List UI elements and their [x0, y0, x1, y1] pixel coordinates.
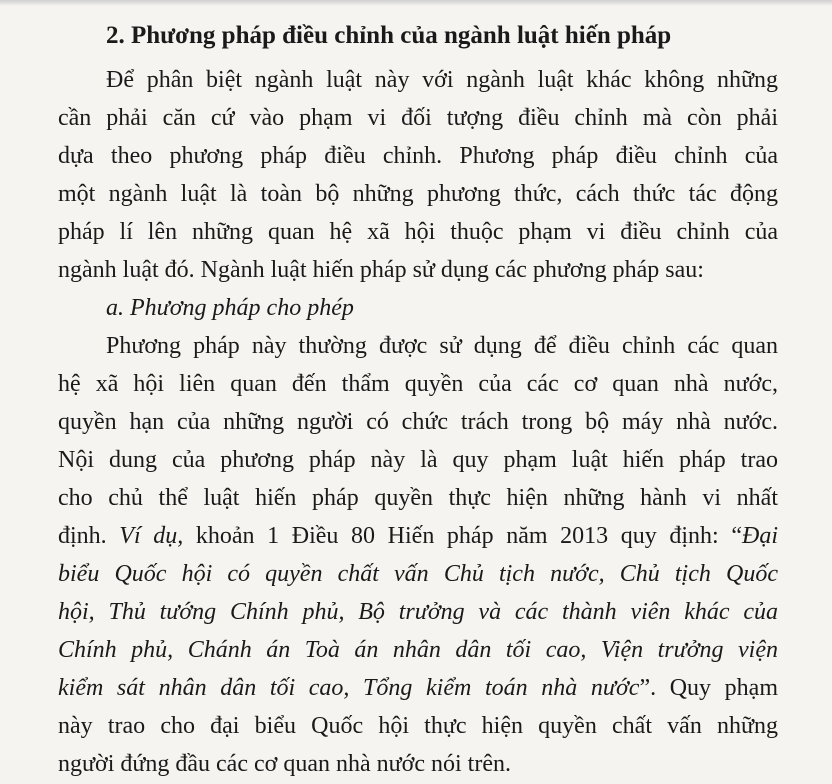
- paragraph-2-line-2: hệ xã hội liên quan đến thẩm quyền của các cơ quan nhà nước,: [58, 371, 778, 397]
- paragraph-2-line-6: [58, 516, 778, 556]
- line-10-text-b: ”. Quy phạm: [639, 675, 778, 701]
- paragraph-1-line-3: dựa theo phương pháp điều chỉnh. Phương pháp điều chỉnh của: [58, 143, 778, 169]
- scan-edge-shadow: [0, 0, 832, 6]
- paragraph-1-line-1: Để phân biệt ngành luật này với ngành luật khác không những: [106, 67, 778, 93]
- paragraph-1-line-4: một ngành luật là toàn bộ những phương thức, cách thức tác động: [58, 181, 778, 207]
- paragraph-2-line-12: người đứng đầu các cơ quan nhà nước nói trên.: [58, 751, 511, 777]
- quote-end: kiểm sát nhân dân tối cao, Tổng kiểm toán nhà nước: [58, 675, 640, 701]
- paragraph-2-line-11: này trao cho đại biểu Quốc hội thực hiện quyền chất vấn những: [58, 713, 778, 739]
- paragraph-1-line-2: cần phải căn cứ vào phạm vi đối tượng điều chỉnh mà còn phải: [58, 105, 778, 131]
- paragraph-2-line-7: biểu Quốc hội có quyền chất vấn Chủ tịch nước, Chủ tịch Quốc: [58, 561, 778, 587]
- paragraph-2-line-5: cho chủ thể luật hiến pháp quyền thực hiện những hành vi nhất: [58, 485, 778, 511]
- quote-start: Đại: [742, 523, 779, 549]
- line-6-text-a: định.: [58, 523, 120, 549]
- example-label: Ví dụ,: [119, 523, 184, 549]
- paragraph-2-line-10: [58, 668, 778, 708]
- paragraph-2-line-3: quyền hạn của những người có chức trách trong bộ máy nhà nước.: [58, 409, 778, 435]
- paragraph-2-line-8: hội, Thủ tướng Chính phủ, Bộ trưởng và các thành viên khác của: [58, 599, 778, 625]
- paragraph-2-line-9: Chính phủ, Chánh án Toà án nhân dân tối cao, Viện trưởng viện: [58, 637, 778, 663]
- subsection-heading: a. Phương pháp cho phép: [106, 295, 354, 321]
- paragraph-1-line-5: pháp lí lên những quan hệ xã hội thuộc phạm vi điều chỉnh của: [58, 219, 778, 245]
- section-heading: 2. Phương pháp điều chỉnh của ngành luật hiến pháp: [106, 22, 672, 49]
- line-6-text-c: khoản 1 Điều 80 Hiến pháp năm 2013 quy định: “: [183, 523, 743, 549]
- paragraph-1-line-6: ngành luật đó. Ngành luật hiến pháp sử dụng các phương pháp sau:: [58, 257, 704, 283]
- paragraph-2-line-1: Phương pháp này thường được sử dụng để điều chỉnh các quan: [106, 333, 778, 359]
- paragraph-2-line-4: Nội dung của phương pháp này là quy phạm luật hiến pháp trao: [58, 447, 778, 473]
